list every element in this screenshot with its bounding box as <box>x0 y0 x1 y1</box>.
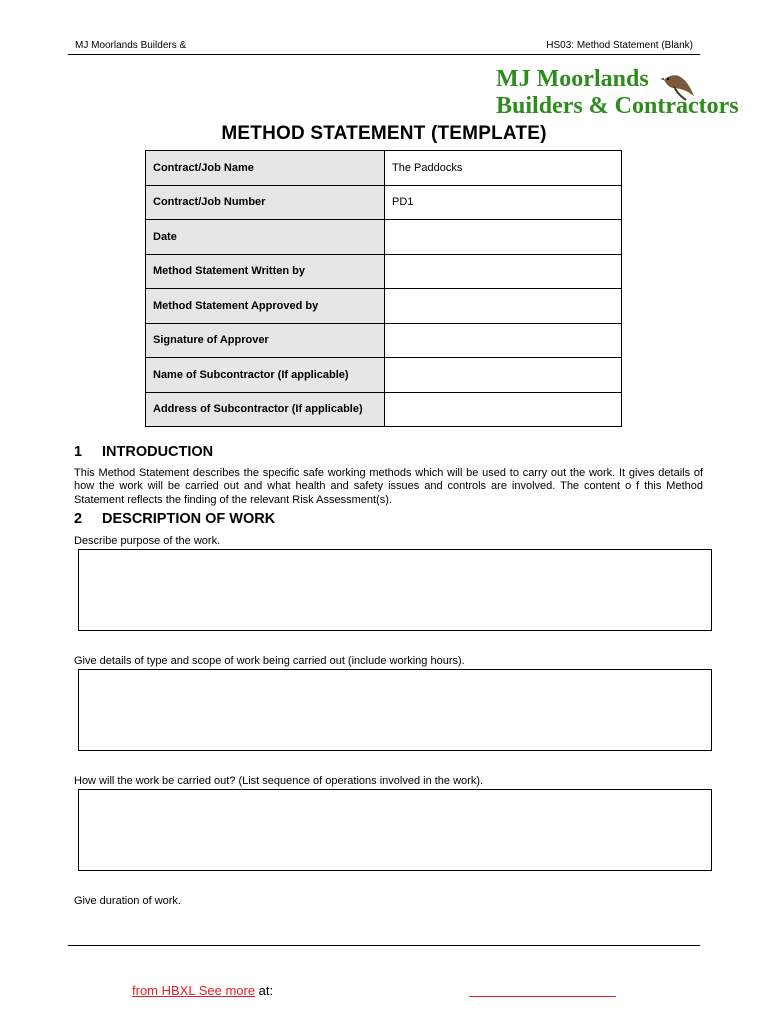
page-title: METHOD STATEMENT (TEMPLATE) <box>221 123 547 144</box>
footer-divider <box>68 945 700 946</box>
info-row <box>146 323 622 358</box>
info-label: Method Statement Approved by <box>146 289 385 324</box>
info-row <box>146 289 622 324</box>
info-row <box>146 392 622 427</box>
company-logo <box>496 66 758 124</box>
header-divider <box>68 54 700 55</box>
job-info-table <box>145 150 622 427</box>
info-label: Method Statement Written by <box>146 254 385 289</box>
promo-redacted-link[interactable] <box>469 996 616 997</box>
logo-line-2: Builders & Contractors <box>496 93 739 119</box>
info-label: Contract/Job Name <box>146 151 385 186</box>
info-value[interactable]: The Paddocks <box>385 151 622 186</box>
info-label: Signature of Approver <box>146 323 385 358</box>
info-row <box>146 151 622 186</box>
bird-icon <box>658 66 698 106</box>
info-label: Address of Subcontractor (If applicable) <box>146 392 385 427</box>
method-input-box[interactable] <box>78 789 712 871</box>
promo-link[interactable]: from HBXL See more <box>132 983 256 998</box>
prompt-duration: Give duration of work. <box>74 895 181 907</box>
info-value[interactable] <box>385 254 622 289</box>
section-title: DESCRIPTION OF WORK <box>102 511 276 527</box>
prompt-type-scope: Give details of type and scope of work being carried out (include working hours). <box>74 655 465 667</box>
type-scope-input-box[interactable] <box>78 669 712 751</box>
introduction-text: This Method Statement describes the specific safe working methods which will be used to carry out the work. It gives details of how the work will be carried out and what health and safety issues and controls are involved. The content o f this Method Statement reflects the finding of the relevant Risk Assessment(s). <box>74 467 703 506</box>
section-heading-introduction <box>74 444 213 460</box>
promo-suffix: at: <box>255 983 274 998</box>
prompt-purpose: Describe purpose of the work. <box>74 535 221 547</box>
info-value[interactable] <box>385 392 622 427</box>
info-row <box>146 220 622 255</box>
section-title: INTRODUCTION <box>102 444 214 460</box>
info-row <box>146 185 622 220</box>
logo-line-1: MJ Moorlands <box>496 66 649 92</box>
purpose-input-box[interactable] <box>78 549 712 631</box>
info-label: Name of Subcontractor (If applicable) <box>146 358 385 393</box>
header-left-text: MJ Moorlands Builders & <box>75 40 187 51</box>
info-label: Contract/Job Number <box>146 185 385 220</box>
info-row <box>146 254 622 289</box>
section-heading-description <box>74 511 275 527</box>
info-value[interactable] <box>385 289 622 324</box>
prompt-method: How will the work be carried out? (List sequence of operations involved in the work). <box>74 775 484 787</box>
info-value[interactable] <box>385 323 622 358</box>
info-value[interactable] <box>385 220 622 255</box>
info-row <box>146 358 622 393</box>
promo-line <box>132 983 273 998</box>
info-value[interactable]: PD1 <box>385 185 622 220</box>
header-right-text: HS03: Method Statement (Blank) <box>546 40 693 51</box>
section-number: 1 <box>74 444 83 460</box>
info-label: Date <box>146 220 385 255</box>
section-number: 2 <box>74 511 83 527</box>
info-value[interactable] <box>385 358 622 393</box>
